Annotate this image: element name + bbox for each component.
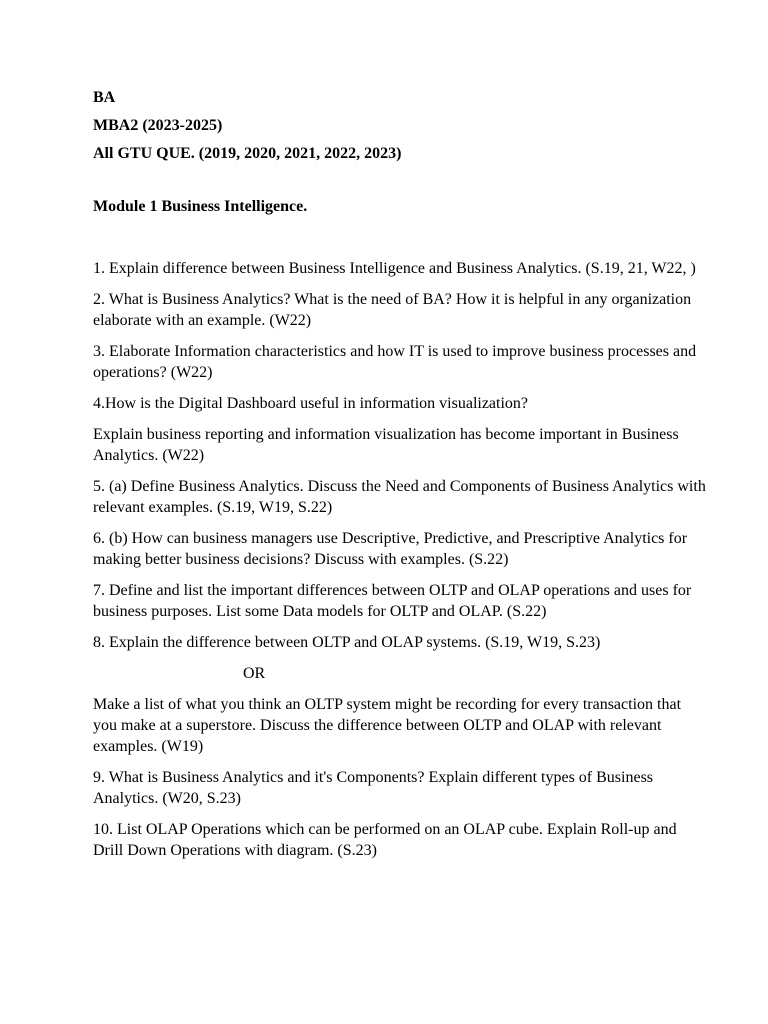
question-2: 2. What is Business Analytics? What is the need of BA? How it is helpful in any organization elaborate with an example. (W22) <box>93 291 692 329</box>
module-heading: Module 1 Business Intelligence. <box>93 198 308 215</box>
question-3: 3. Elaborate Information characteristics and how IT is used to improve business processes and operations? (W22) <box>93 343 697 381</box>
question-4: 4.How is the Digital Dashboard useful in information visualization? <box>93 395 529 412</box>
question-1: 1. Explain difference between Business Intelligence and Business Analytics. (S.19, 21, W22, ) <box>93 260 696 277</box>
question-10: 10. List OLAP Operations which can be performed on an OLAP cube. Explain Roll-up and Drill Down Operations with diagram. (S.23) <box>93 821 677 859</box>
question-8-alternative: Make a list of what you think an OLTP system might be recording for every transaction that you make at a superstore. Discuss the difference between OLTP and OLAP with relevant examples. (W19) <box>93 696 682 755</box>
question-7: 7. Define and list the important differences between OLTP and OLAP operations and uses for business purposes. List some Data models for OLTP and OLAP. (S.22) <box>93 582 692 620</box>
question-8: 8. Explain the difference between OLTP and OLAP systems. (S.19, W19, S.23) <box>93 634 601 651</box>
question-9: 9. What is Business Analytics and it's Components? Explain different types of Business Analytics. (W20, S.23) <box>93 769 654 807</box>
question-6: 6. (b) How can business managers use Descriptive, Predictive, and Prescriptive Analytics for making better business decisions? Discuss with examples. (S.22) <box>93 530 688 568</box>
exam-years: All GTU QUE. (2019, 2020, 2021, 2022, 2023) <box>93 145 402 162</box>
or-separator: OR <box>243 665 266 682</box>
question-5: 5. (a) Define Business Analytics. Discuss the Need and Components of Business Analytics with relevant examples. (S.19, W19, S.22) <box>93 478 706 516</box>
question-4-continued: Explain business reporting and information visualization has become important in Business Analytics. (W22) <box>93 426 679 464</box>
subject-title: BA <box>93 89 116 106</box>
course-batch: MBA2 (2023-2025) <box>93 117 223 134</box>
